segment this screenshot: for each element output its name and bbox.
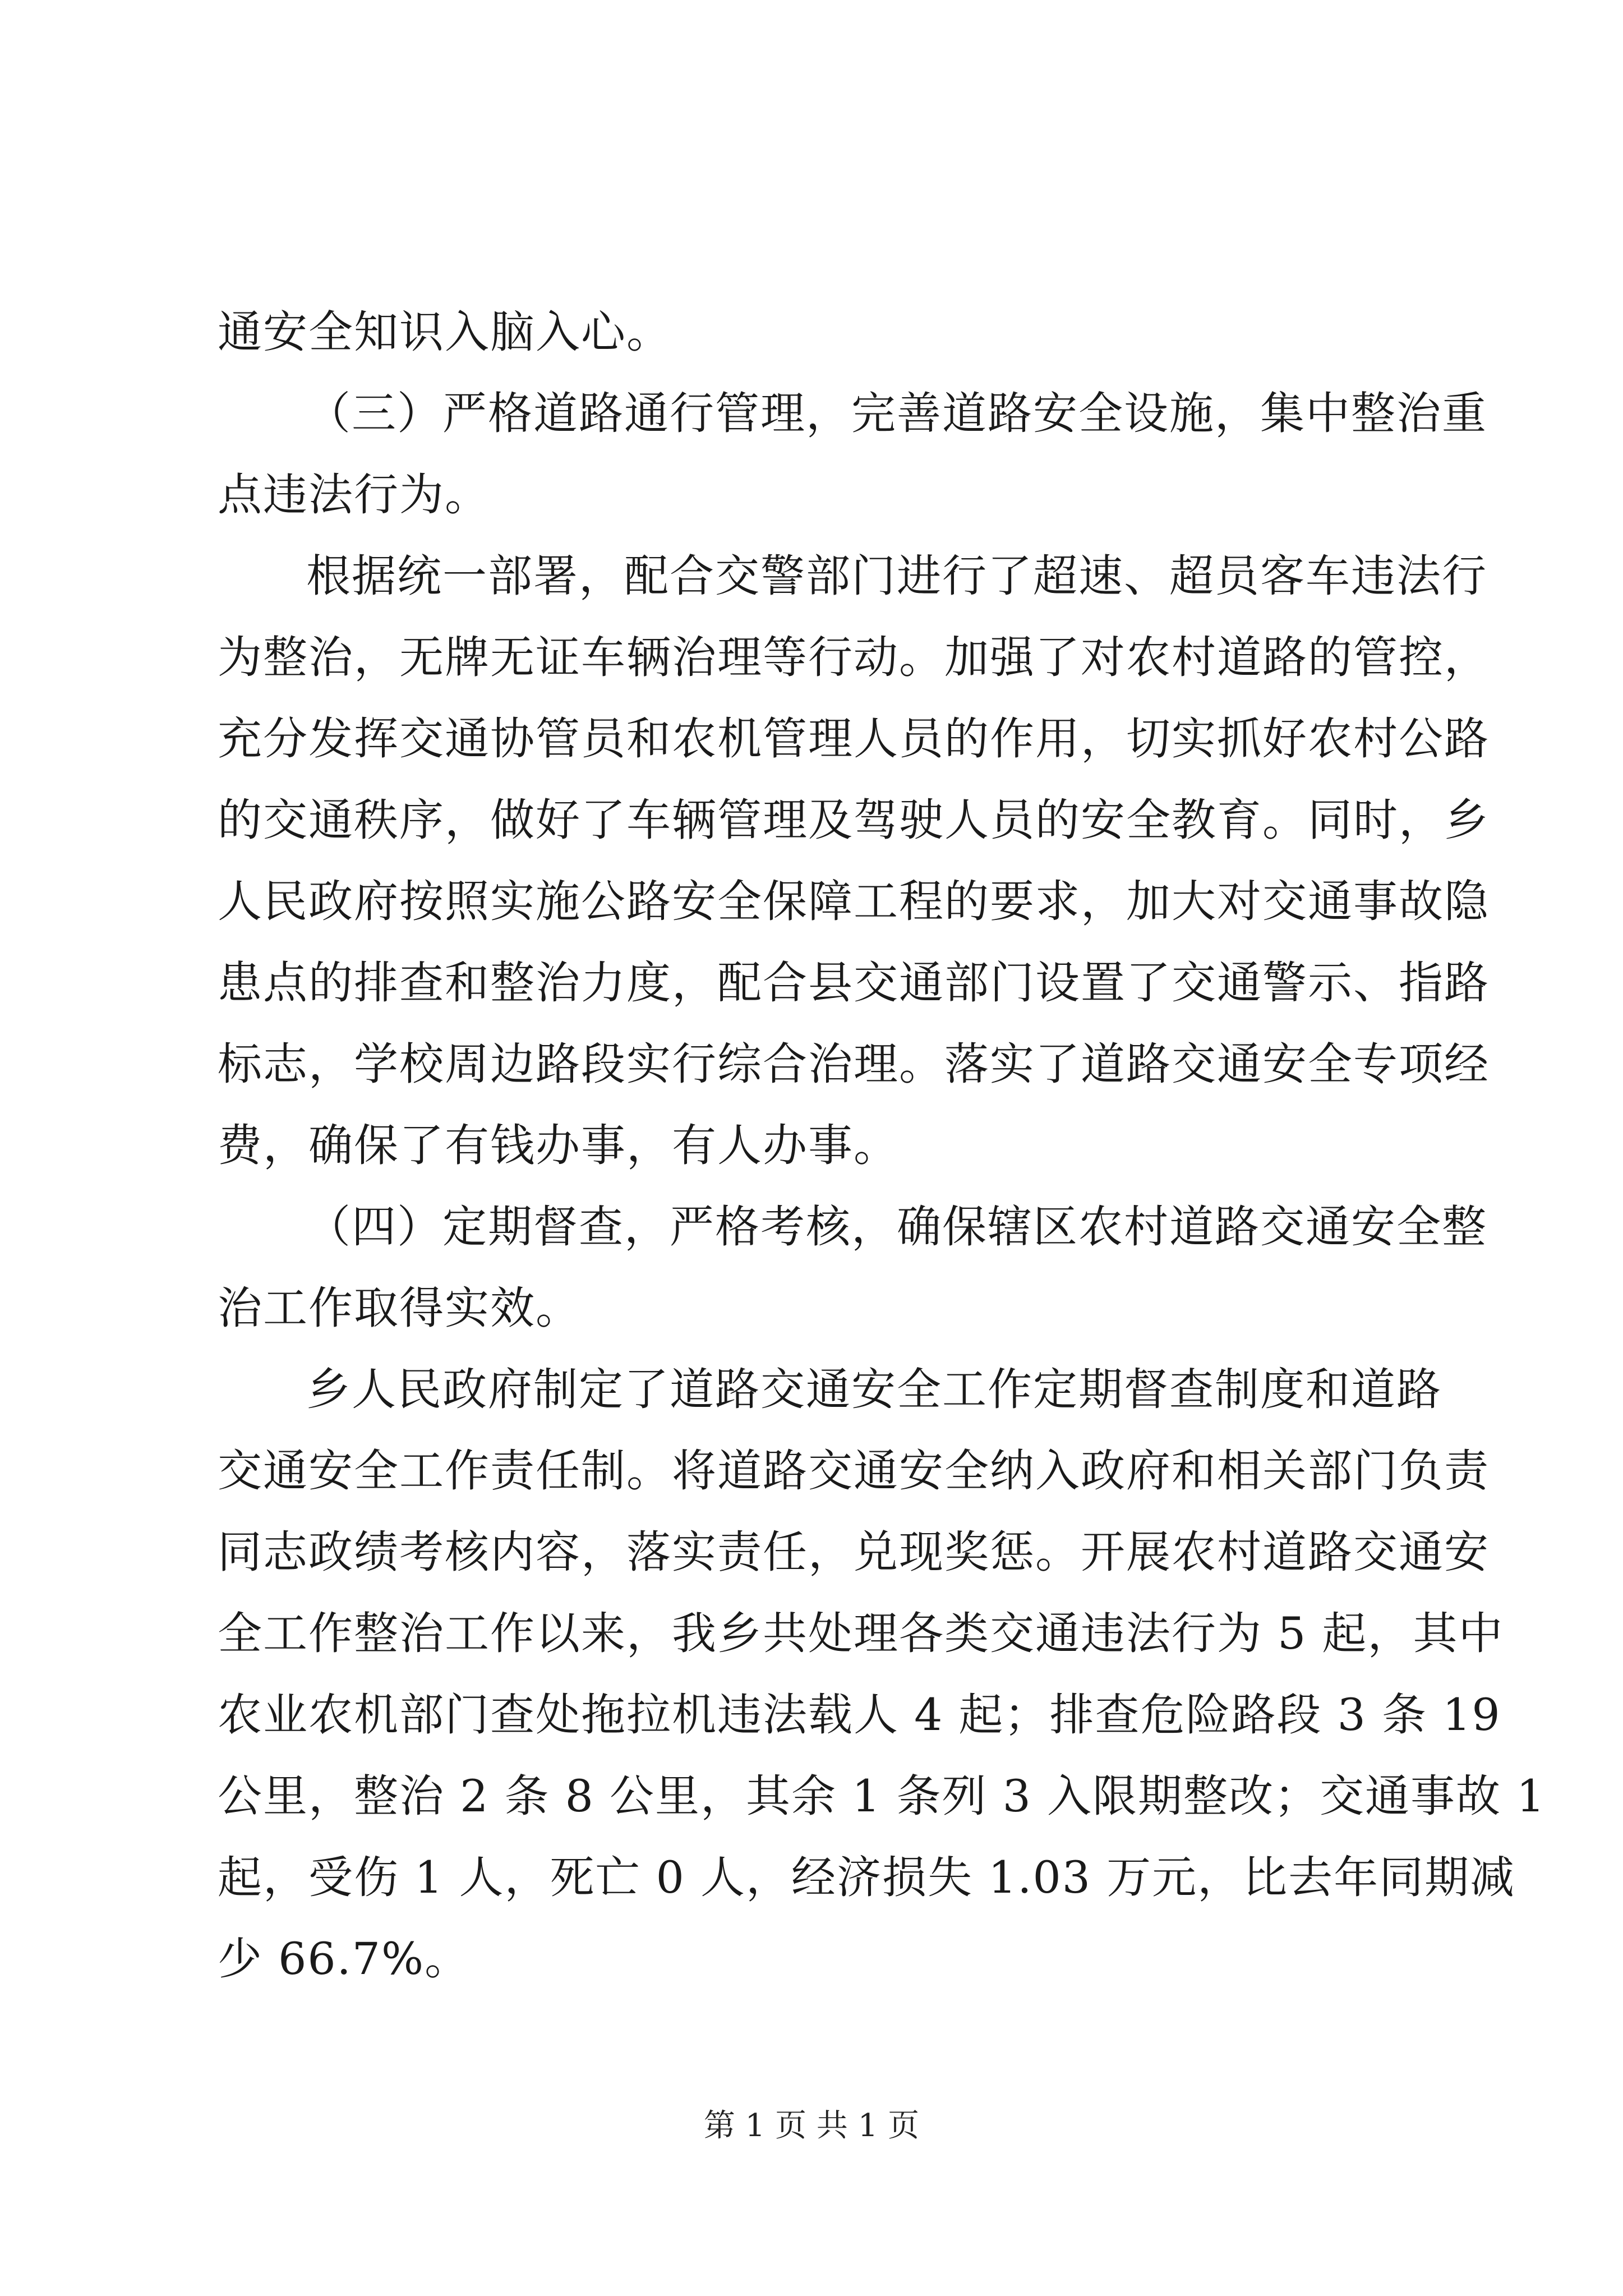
document-body	[218, 292, 1546, 2000]
text-line: 患点的排查和整治力度，配合县交通部门设置了交通警示、指路	[218, 957, 1490, 1009]
page-number-footer: 第 1 页 共 1 页	[703, 2108, 920, 2144]
section-heading-line: 治工作取得实效。	[218, 1282, 581, 1334]
section-heading-line: （三）严格道路通行管理，完善道路安全设施，集中整治重	[306, 388, 1487, 439]
text-line: 交通安全工作责任制。将道路交通安全纳入政府和相关部门负责	[218, 1445, 1490, 1497]
text-line: 人民政府按照实施公路安全保障工程的要求，加大对交通事故隐	[218, 876, 1490, 927]
section-heading-line: （四）定期督查，严格考核，确保辖区农村道路交通安全整	[306, 1201, 1487, 1253]
text-line: 费，确保了有钱办事，有人办事。	[218, 1120, 899, 1171]
text-line: 乡人民政府制定了道路交通安全工作定期督查制度和道路	[306, 1364, 1442, 1415]
text-line: 标志，学校周边路段实行综合治理。落实了道路交通安全专项经	[218, 1038, 1490, 1090]
text-line: 的交通秩序，做好了车辆管理及驾驶人员的安全教育。同时，乡	[218, 794, 1490, 846]
section-heading-line: 点违法行为。	[218, 469, 490, 521]
text-line: 起，受伤 1 人，死亡 0 人，经济损失 1.03 万元，比去年同期减	[218, 1852, 1516, 1903]
text-line: 通安全知识入脑入心。	[218, 306, 672, 358]
text-line: 同志政绩考核内容，落实责任，兑现奖惩。开展农村道路交通安	[218, 1526, 1490, 1578]
text-line: 充分发挥交通协管员和农机管理人员的作用，切实抓好农村公路	[218, 713, 1490, 765]
text-line: 公里，整治 2 条 8 公里，其余 1 条列 3 入限期整改；交通事故 1	[218, 1770, 1546, 1822]
text-line: 农业农机部门查处拖拉机违法载人 4 起；排查危险路段 3 条 19	[218, 1689, 1501, 1741]
text-line: 为整治，无牌无证车辆治理等行动。加强了对农村道路的管控，	[218, 632, 1490, 683]
text-line: 少 66.7%。	[218, 1933, 471, 1985]
text-line: 全工作整治工作以来，我乡共处理各类交通违法行为 5 起，其中	[218, 1608, 1504, 1659]
text-line: 根据统一部署，配合交警部门进行了超速、超员客车违法行	[306, 550, 1487, 602]
